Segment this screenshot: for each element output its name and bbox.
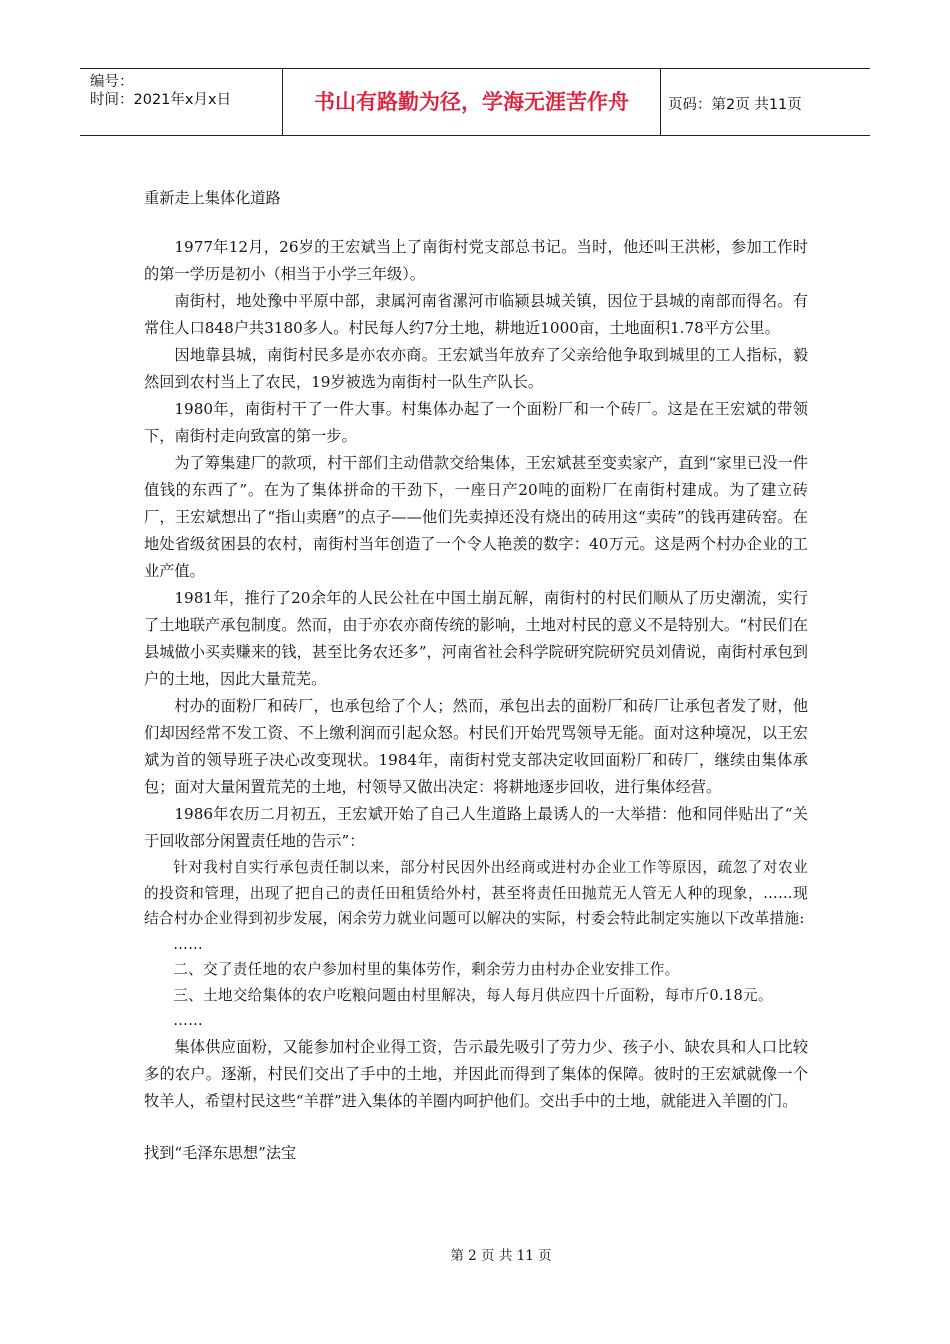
paragraph: 村办的面粉厂和砖厂，也承包给了个人；然而，承包出去的面粉厂和砖厂让承包者发了财，他们却因经常不发工资、不上缴利润而引起众怒。村民们开始咒骂领导无能。面对这种境况，以王宏斌为首的领导班子决心改变现状。1984年，南街村党支部决定收回面粉厂和砖厂，继续由集体承包；面对大量闲置荒芜的土地，村领导又做出决定：将耕地逐步回收，进行集体经营。 [144, 697, 808, 796]
paragraph: 南街村，地处豫中平原中部，隶属河南省漯河市临颍县城关镇，因位于县城的南部而得名。有常住人口848户共3180多人。村民每人约7分土地，耕地近1000亩，土地面积1.78平方公里。 [144, 292, 808, 337]
paragraph: 1981年，推行了20余年的人民公社在中国土崩瓦解，南街村的村民们顺从了历史潮流，实行了土地联产承包制度。然而，由于亦农亦商传统的影响，土地对村民的意义不是特别大。“村民们在县城做小买卖赚来的钱，甚至比务农还多”，河南省社会科学院研究院研究员刘倩说，南街村承包到户的土地，因此大量荒芜。 [144, 589, 808, 688]
notice-paragraph: 针对我村自实行承包责任制以来，部分村民因外出经商或进村办企业工作等原因，疏忽了对农业的投资和管理，出现了把自己的责任田租赁给外村，甚至将责任田抛荒无人管无人种的现象，……现结合村办企业得到初步发展，闲余劳力就业问题可以解决的实际，村委会特此制定实施以下改革措施: [144, 859, 808, 927]
header-motto: 书山有路勤为径，学海无涯苦作舟 [314, 90, 629, 114]
paragraph: 1977年12月，26岁的王宏斌当上了南街村党支部总书记。当时，他还叫王洪彬，参加工作时的第一学历是初小（相当于小学三年级）。 [144, 238, 808, 283]
paragraph: 因地靠县城，南街村民多是亦农亦商。王宏斌当年放弃了父亲给他争取到城里的工人指标，毅然回到农村当上了农民，19岁被选为南街村一队生产队长。 [144, 346, 808, 391]
section-title: 找到“毛泽东思想”法宝 [144, 1143, 297, 1162]
header-meta [80, 69, 282, 135]
paragraph: 为了筹集建厂的款项，村干部们主动借款交给集体，王宏斌甚至变卖家产，直到“家里已没一件值钱的东西了”。在为了集体拼命的干劲下，一座日产20吨的面粉厂在南街村建成。为了建立砖厂，王宏斌想出了“指山卖磨”的点子——他们先卖掉还没有烧出的砖用这“卖砖”的钱再建砖窑。在地处省级贫困县的农村，南街村当年创造了一个令人艳羡的数字：40万元。这是两个村办企业的工业产值。 [144, 454, 808, 580]
notice-quote [144, 855, 808, 1034]
section-title: 重新走上集体化道路 [144, 189, 281, 207]
notice-ellipsis: …… [173, 935, 203, 953]
doc-code-label: 编号： [90, 74, 134, 90]
page-footer: 第 2 页 共 11 页 [450, 1248, 552, 1264]
paragraph: 1980年，南街村干了一件大事。村集体办起了一个面粉厂和一个砖厂。这是在王宏斌的带领下，南街村走向致富的第一步。 [144, 400, 808, 445]
doc-date: 时间：2021年x月x日 [90, 92, 232, 108]
header-page-code: 页码：第2页 共11页 [668, 97, 802, 113]
paragraph: 集体供应面粉，又能参加村企业得工资，告示最先吸引了劳力少、孩子小、缺农具和人口比较多的农户。逐渐，村民们交出了手中的土地，并因此而得到了集体的保障。彼时的王宏斌就像一个牧羊人，希望村民这些“羊群”进入集体的羊圈内呵护他们。交出手中的土地，就能进入羊圈的门。 [144, 1037, 808, 1110]
page-header [80, 68, 870, 136]
document-body [144, 182, 808, 1177]
paragraph: 1986年农历二月初五，王宏斌开始了自己人生道路上最诱人的一大举措：他和同伴贴出了“关于回收部分闲置责任地的告示”： [144, 805, 808, 850]
header-divider [660, 69, 661, 135]
notice-item: 二、交了责任地的农户参加村里的集体劳作，剩余劳力由村办企业安排工作。 [173, 961, 680, 978]
notice-item: 三、土地交给集体的农户吃粮问题由村里解决，每人每月供应四十斤面粉，每市斤0.18元。 [173, 986, 773, 1004]
notice-ellipsis: …… [173, 1012, 203, 1029]
